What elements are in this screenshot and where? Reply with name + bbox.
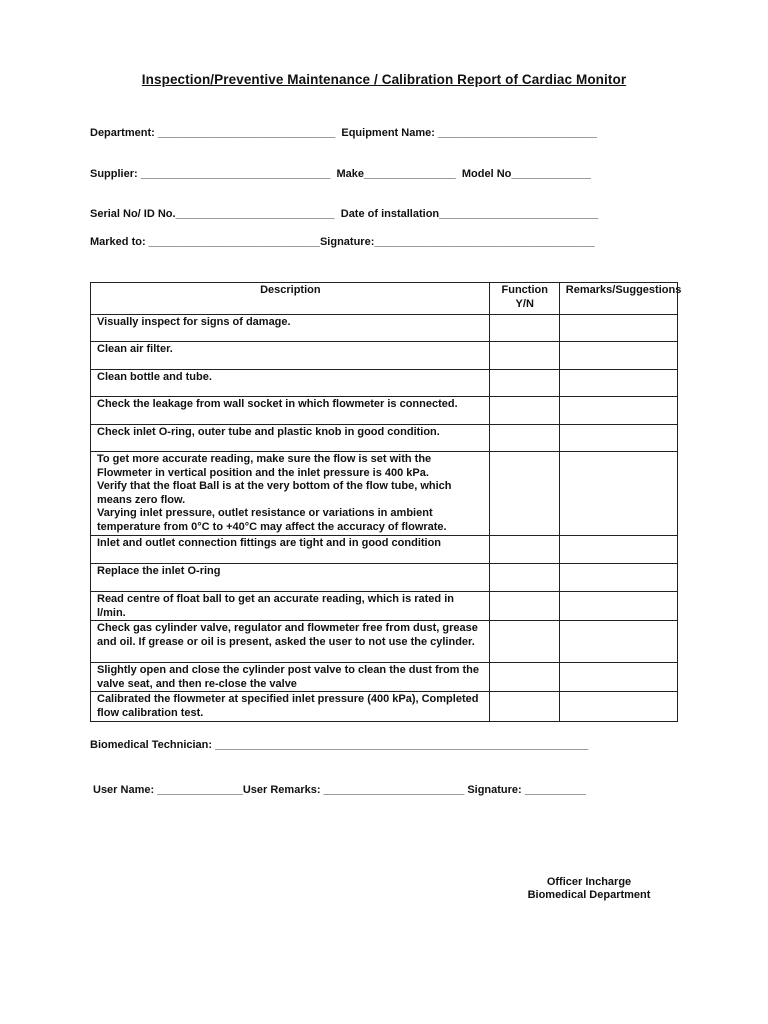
report-title: Inspection/Preventive Maintenance / Calibration Report of Cardiac Monitor: [141, 72, 627, 87]
table-row: [91, 342, 678, 370]
row-description: Replace the inlet O-ring: [91, 564, 490, 592]
row-remarks-cell[interactable]: [559, 692, 677, 721]
row-function-cell[interactable]: [489, 692, 559, 721]
row-remarks-cell[interactable]: [559, 536, 677, 564]
marked-signature-line[interactable]: Marked to: ____________________________Signature:____________________________________: [90, 236, 595, 248]
row-function-cell[interactable]: [489, 592, 559, 621]
row-function-cell[interactable]: [489, 397, 559, 425]
row-description: Clean air filter.: [91, 342, 490, 370]
row-remarks-cell[interactable]: [559, 592, 677, 621]
row-function-cell[interactable]: [489, 452, 559, 536]
row-remarks-cell[interactable]: [559, 564, 677, 592]
row-function-cell[interactable]: [489, 663, 559, 692]
table-row: [91, 397, 678, 425]
row-remarks-cell[interactable]: [559, 342, 677, 370]
row-description: Visually inspect for signs of damage.: [91, 315, 490, 342]
table-row: [91, 315, 678, 342]
row-function-cell[interactable]: [489, 536, 559, 564]
row-remarks-cell[interactable]: [559, 425, 677, 452]
supplier-make-model-line[interactable]: Supplier: _______________________________ Make_______________ Model No_____________: [90, 168, 591, 180]
row-description: Inlet and outlet connection fittings are tight and in good condition: [91, 536, 490, 564]
row-remarks-cell[interactable]: [559, 452, 677, 536]
table-row: [91, 663, 678, 692]
row-description: Check the leakage from wall socket in which flowmeter is connected.: [91, 397, 490, 425]
row-remarks-cell[interactable]: [559, 370, 677, 397]
header-function: Function Y/N: [489, 283, 559, 315]
officer-incharge: Officer Incharge: [546, 876, 632, 888]
row-description: Slightly open and close the cylinder post valve to clean the dust from the valve seat, and then re-close the valve: [91, 663, 490, 692]
biomedical-department: Biomedical Department: [527, 889, 651, 901]
row-remarks-cell[interactable]: [559, 621, 677, 663]
header-remarks: Remarks/Suggestions: [559, 283, 677, 315]
row-function-cell[interactable]: [489, 425, 559, 452]
table-header-row: [91, 283, 678, 315]
table-row: [91, 536, 678, 564]
department-equipment-line[interactable]: Department: _____________________________ Equipment Name: __________________________: [90, 127, 597, 139]
table-row: [91, 592, 678, 621]
table-row: [91, 621, 678, 663]
row-remarks-cell[interactable]: [559, 397, 677, 425]
row-function-cell[interactable]: [489, 564, 559, 592]
table-row: [91, 452, 678, 536]
row-remarks-cell[interactable]: [559, 663, 677, 692]
user-remarks-signature-line[interactable]: User Name: ______________User Remarks: _______________________ Signature: __________: [93, 784, 586, 796]
table-row: [91, 370, 678, 397]
row-description: Check inlet O-ring, outer tube and plastic knob in good condition.: [91, 425, 490, 452]
checklist-table: [90, 282, 682, 722]
checklist-body: [91, 315, 678, 722]
serial-date-line[interactable]: Serial No/ ID No.__________________________ Date of installation__________________________: [90, 208, 599, 220]
row-description: Calibrated the flowmeter at specified inlet pressure (400 kPa), Completed flow calibration test.: [91, 692, 490, 721]
row-description: Check gas cylinder valve, regulator and flowmeter free from dust, grease and oil. If grease or oil is present, asked the user to not use the cylinder.: [91, 621, 490, 663]
row-description: Clean bottle and tube.: [91, 370, 490, 397]
row-description: To get more accurate reading, make sure the flow is set with the Flowmeter in vertical position and the inlet pressure is 400 kPa. Verify that the float Ball is at the very bottom of the flow tube, which means zero flow. Varying inlet pressure, outlet resistance or variations in ambient temperature from 0°C to +40°C may affect the accuracy of flowrate.: [91, 452, 490, 536]
row-function-cell[interactable]: [489, 315, 559, 342]
row-function-cell[interactable]: [489, 621, 559, 663]
table-row: [91, 692, 678, 721]
row-function-cell[interactable]: [489, 342, 559, 370]
table-row: [91, 425, 678, 452]
row-description: Read centre of float ball to get an accurate reading, which is rated in l/min.: [91, 592, 490, 621]
header-description: Description: [91, 283, 490, 315]
row-remarks-cell[interactable]: [559, 315, 677, 342]
biomedical-technician-line[interactable]: Biomedical Technician: _____________________________________________________________: [90, 739, 589, 751]
table-row: [91, 564, 678, 592]
row-function-cell[interactable]: [489, 370, 559, 397]
